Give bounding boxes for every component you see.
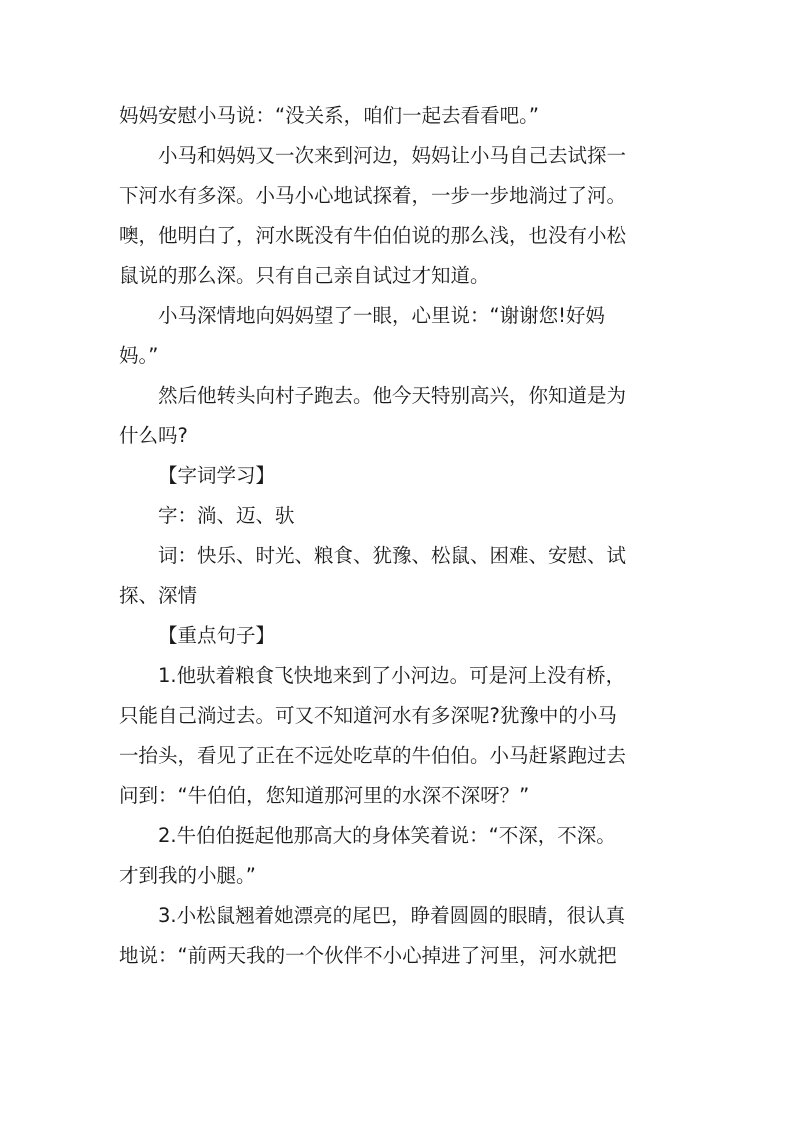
text-line: 1.他驮着粮食飞快地来到了小河边。可是河上没有桥， [158, 664, 626, 687]
text-line: 2.牛伯伯挺起他那高大的身体笑着说：“不深，不深。 [158, 824, 616, 847]
text-line: 小马和妈妈又一次来到河边，妈妈让小马自己去试探一 [158, 144, 627, 167]
text-line: 地说：“前两天我的一个伙伴不小心掉进了河里，河水就把 [119, 944, 617, 967]
text-line: 鼠说的那么深。只有自己亲自试过才知道。 [119, 264, 490, 287]
text-line: 3.小松鼠翘着她漂亮的尾巴，睁着圆圆的眼睛，很认真 [158, 904, 626, 927]
section-heading-vocabulary: 【字词学习】 [158, 464, 276, 487]
text-line: 然后他转头向村子跑去。他今天特别高兴，你知道是为 [158, 384, 627, 407]
text-line: 妈妈安慰小马说：“没关系，咱们一起去看看吧。” [119, 104, 539, 127]
text-line: 只能自己淌过去。可又不知道河水有多深呢?犹豫中的小马 [119, 704, 617, 727]
text-line: 一抬头，看见了正在不远处吃草的牛伯伯。小马赶紧跑过去 [119, 744, 627, 767]
text-line: 下河水有多深。小马小心地试探着，一步一步地淌过了河。 [119, 184, 627, 207]
text-line: 探、深情 [119, 584, 198, 607]
text-line: 问到：“牛伯伯，您知道那河里的水深不深呀？” [119, 784, 530, 807]
text-line: 妈。” [119, 344, 159, 367]
text-line: 字：淌、迈、驮 [158, 504, 295, 527]
text-line: 小马深情地向妈妈望了一眼，心里说：“谢谢您!好妈 [158, 304, 605, 327]
text-line: 噢，他明白了，河水既没有牛伯伯说的那么浅，也没有小松 [119, 224, 627, 247]
document-body [119, 96, 685, 976]
text-line: 什么吗? [119, 424, 188, 447]
section-heading-key-sentences: 【重点句子】 [158, 624, 276, 647]
text-line: 词：快乐、时光、粮食、犹豫、松鼠、困难、安慰、试 [158, 544, 627, 567]
text-line: 才到我的小腿。” [119, 864, 256, 887]
